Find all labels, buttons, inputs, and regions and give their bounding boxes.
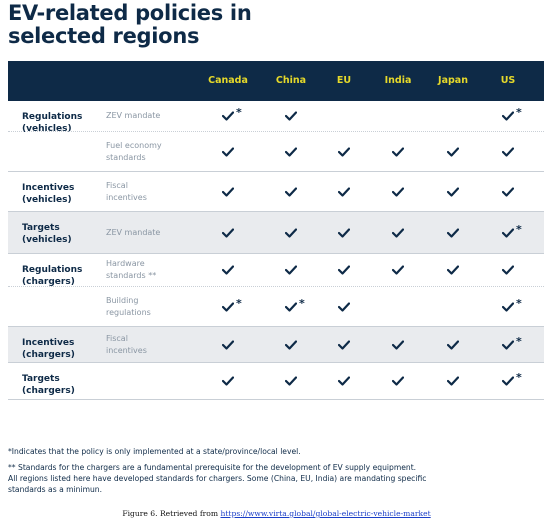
column-header-us: US (500, 75, 516, 86)
check-icon (285, 111, 297, 121)
policy-item-line: Building (106, 296, 139, 305)
column-header-japan: Japan (438, 75, 468, 86)
check-icon (447, 340, 459, 350)
check-icon (338, 302, 350, 312)
check-icon (502, 265, 514, 275)
check-icon (502, 376, 514, 386)
table-row (8, 286, 544, 326)
category-label-line: Targets (22, 374, 60, 384)
check-mark (392, 145, 418, 159)
check-mark (222, 226, 248, 240)
check-star-mark (222, 106, 248, 123)
policy-item-label (106, 333, 188, 357)
category-label (22, 264, 102, 288)
check-mark (338, 300, 364, 314)
table-row (8, 172, 544, 211)
footnote-chargers-line-1: ** Standards for the chargers are a fundamental prerequisite for the development of EV supply equipment. (8, 463, 417, 472)
check-mark (392, 338, 418, 352)
check-mark (338, 145, 364, 159)
table-row (8, 254, 544, 286)
check-mark (447, 263, 473, 277)
policy-item-line: standards ** (106, 271, 157, 280)
check-icon (222, 111, 234, 121)
check-mark (285, 109, 311, 123)
footnote-chargers-line-2: All regions listed here have developed standards for chargers. Some (China, EU, India) are mandating specific (8, 474, 427, 483)
check-icon (447, 228, 459, 238)
policy-item-line: Fiscal (106, 334, 128, 343)
category-label-line: Targets (22, 223, 60, 233)
check-icon (392, 187, 404, 197)
policy-item-label (106, 258, 188, 282)
title-line-1: EV-related policies in (8, 1, 252, 25)
check-star-mark (285, 297, 311, 314)
check-mark (447, 338, 473, 352)
check-mark (392, 185, 418, 199)
column-header-canada: Canada (208, 75, 248, 86)
asterisk-icon: * (236, 297, 242, 310)
check-mark (222, 145, 248, 159)
check-icon (222, 228, 234, 238)
check-star-mark (502, 297, 528, 314)
check-icon (502, 302, 514, 312)
category-label-line: (chargers) (22, 350, 75, 360)
check-mark (502, 263, 528, 277)
check-icon (222, 302, 234, 312)
policy-item-line: ZEV mandate (106, 111, 161, 120)
check-mark (502, 185, 528, 199)
policy-item-line: Fiscal (106, 181, 128, 190)
check-icon (392, 228, 404, 238)
policy-table (8, 61, 544, 400)
footnotes (8, 446, 528, 495)
check-star-mark (502, 335, 528, 352)
check-icon (502, 187, 514, 197)
asterisk-icon: * (516, 297, 522, 310)
caption-text: Figure 6. Retrieved from (122, 509, 221, 518)
category-label-line: (chargers) (22, 386, 75, 396)
check-mark (447, 374, 473, 388)
category-label-line: Incentives (22, 183, 75, 193)
check-mark (285, 185, 311, 199)
check-icon (285, 376, 297, 386)
column-header-china: China (275, 75, 307, 86)
check-icon (285, 302, 297, 312)
policy-group (8, 327, 544, 363)
category-label (22, 222, 102, 246)
policy-item-line: regulations (106, 308, 151, 317)
category-label (22, 337, 102, 361)
asterisk-icon: * (516, 106, 522, 119)
check-mark (338, 374, 364, 388)
asterisk-icon: * (299, 297, 305, 310)
policy-item-line: ZEV mandate (106, 228, 161, 237)
check-icon (338, 340, 350, 350)
check-mark (222, 338, 248, 352)
asterisk-icon: * (236, 106, 242, 119)
check-star-mark (502, 223, 528, 240)
figure-caption (0, 509, 553, 518)
check-icon (502, 340, 514, 350)
check-mark (447, 226, 473, 240)
check-mark (338, 338, 364, 352)
policy-group (8, 212, 544, 254)
policy-item-line: incentives (106, 346, 147, 355)
check-icon (222, 265, 234, 275)
table-row (8, 327, 544, 362)
category-label-line: Incentives (22, 338, 75, 348)
check-icon (222, 187, 234, 197)
category-label-line: (chargers) (22, 277, 75, 287)
check-mark (447, 185, 473, 199)
check-mark (222, 263, 248, 277)
policy-item-label (106, 295, 188, 319)
policy-group (8, 101, 544, 172)
check-mark (285, 263, 311, 277)
check-mark (338, 185, 364, 199)
check-icon (392, 265, 404, 275)
footnote-state-level: *Indicates that the policy is only implemented at a state/province/local level. (8, 447, 301, 456)
check-mark (285, 226, 311, 240)
category-label-line: Regulations (22, 112, 83, 122)
check-star-mark (502, 106, 528, 123)
policy-item-line: Fuel economy (106, 141, 162, 150)
check-icon (338, 147, 350, 157)
policy-item-label (106, 180, 188, 204)
check-mark (222, 185, 248, 199)
check-mark (392, 226, 418, 240)
category-label-line: Regulations (22, 265, 83, 275)
footnote-chargers (8, 462, 528, 495)
table-body (8, 101, 544, 400)
check-mark (285, 338, 311, 352)
column-header-india: India (384, 75, 412, 86)
page-title (8, 2, 308, 48)
check-mark (222, 374, 248, 388)
check-icon (392, 340, 404, 350)
category-label-line: (vehicles) (22, 124, 72, 134)
check-icon (222, 376, 234, 386)
category-label-line: (vehicles) (22, 235, 72, 245)
check-icon (447, 147, 459, 157)
category-label (22, 182, 102, 206)
policy-item-line: incentives (106, 193, 147, 202)
check-icon (447, 376, 459, 386)
check-star-mark (222, 297, 248, 314)
check-icon (285, 147, 297, 157)
check-icon (285, 228, 297, 238)
check-icon (502, 228, 514, 238)
check-icon (502, 147, 514, 157)
check-icon (285, 265, 297, 275)
check-icon (338, 187, 350, 197)
check-mark (392, 263, 418, 277)
table-header (8, 61, 544, 101)
check-mark (392, 374, 418, 388)
column-header-eu: EU (336, 75, 352, 86)
check-mark (285, 145, 311, 159)
check-icon (222, 340, 234, 350)
source-link[interactable]: https://www.virta.global/global-electric-vehicle-market (220, 509, 431, 518)
policy-item-label (106, 227, 188, 239)
check-star-mark (502, 371, 528, 388)
asterisk-icon: * (516, 335, 522, 348)
check-mark (338, 226, 364, 240)
check-icon (285, 340, 297, 350)
check-mark (285, 374, 311, 388)
check-icon (447, 187, 459, 197)
asterisk-icon: * (516, 371, 522, 384)
check-icon (447, 265, 459, 275)
check-icon (338, 228, 350, 238)
check-icon (502, 111, 514, 121)
category-label (22, 373, 102, 397)
policy-item-label (106, 110, 188, 122)
category-label-line: (vehicles) (22, 195, 72, 205)
asterisk-icon: * (516, 223, 522, 236)
footnote-chargers-line-3: standards as a minimun. (8, 485, 103, 494)
check-icon (338, 376, 350, 386)
check-mark (447, 145, 473, 159)
policy-item-line: Hardware (106, 259, 145, 268)
table-row (8, 212, 544, 253)
title-line-2: selected regions (8, 24, 200, 48)
policy-item-label (106, 140, 188, 164)
check-icon (285, 187, 297, 197)
check-icon (338, 265, 350, 275)
table-row (8, 131, 544, 171)
check-icon (392, 147, 404, 157)
check-icon (222, 147, 234, 157)
check-mark (338, 263, 364, 277)
table-row (8, 363, 544, 399)
policy-item-line: standards (106, 153, 146, 162)
policy-group (8, 172, 544, 212)
policy-group (8, 254, 544, 327)
check-icon (392, 376, 404, 386)
policy-group (8, 363, 544, 400)
check-mark (502, 145, 528, 159)
table-row (8, 101, 544, 134)
